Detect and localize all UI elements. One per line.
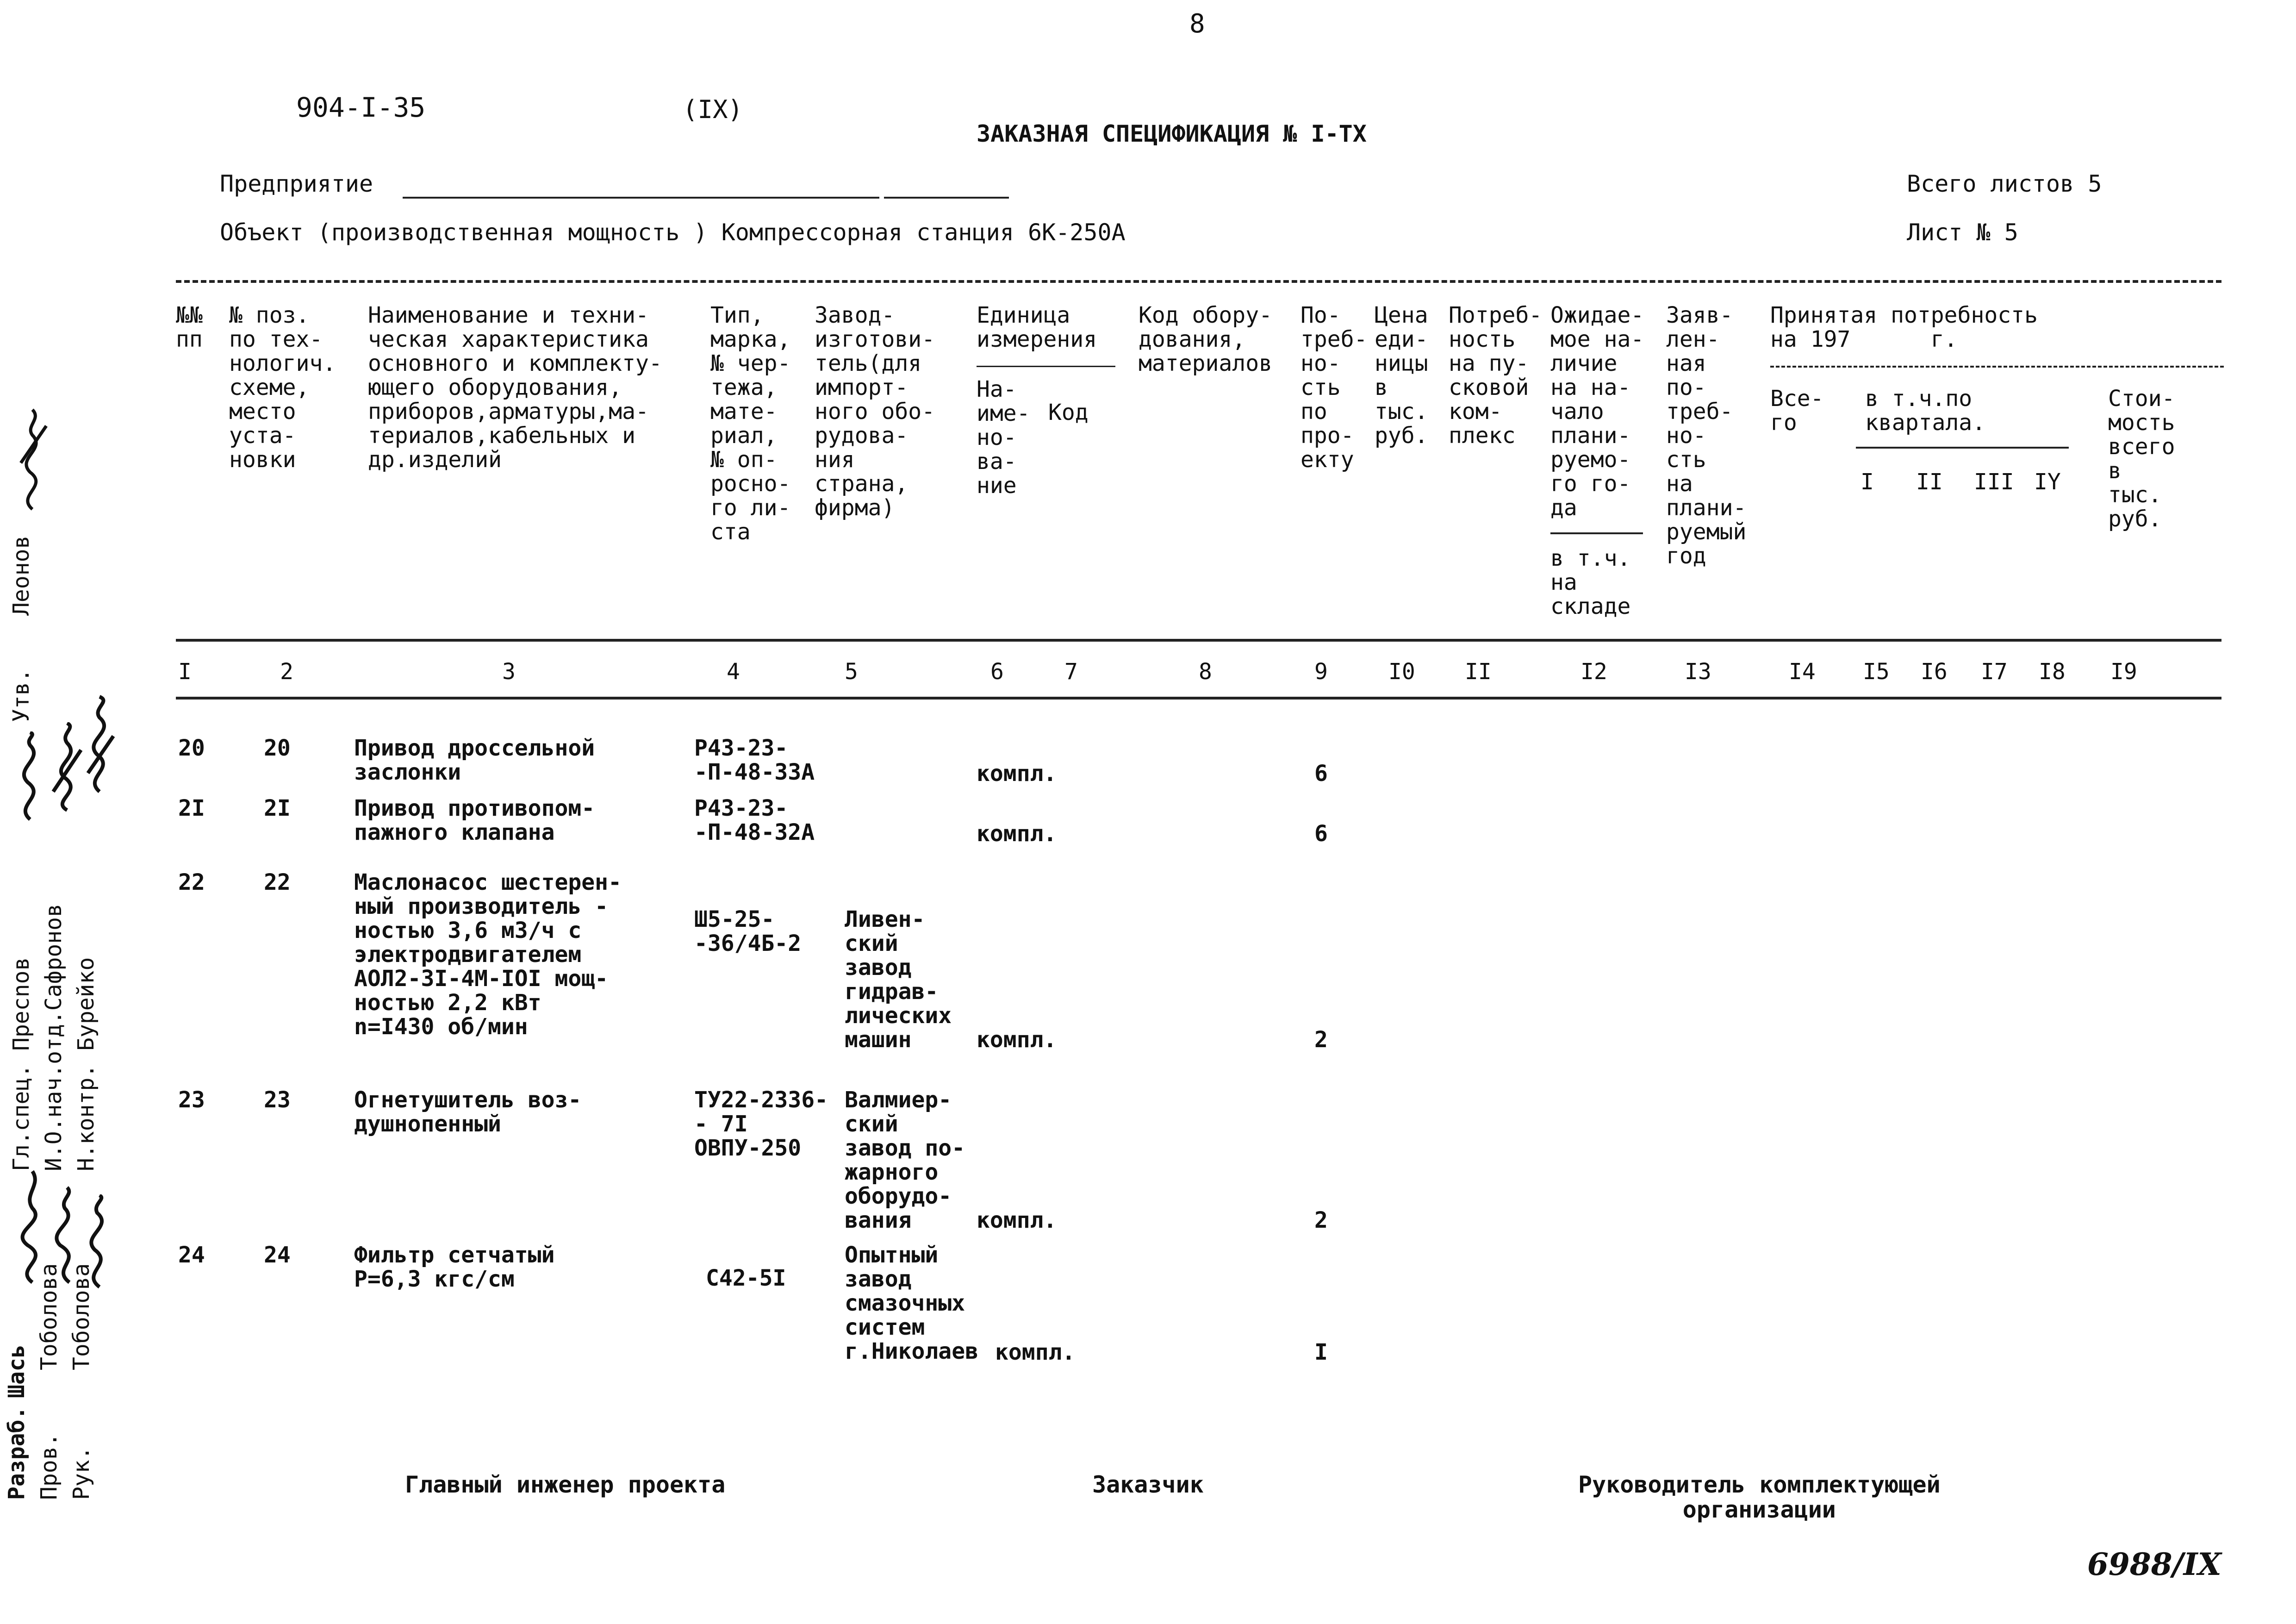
row-position: 24 xyxy=(264,1242,291,1268)
album-number: (IX) xyxy=(683,95,743,124)
row-type: С42-5I xyxy=(706,1265,786,1291)
col-number: I7 xyxy=(1981,659,2008,685)
stamp-dev-role: Разраб. xyxy=(4,1406,30,1500)
header-q4: IY xyxy=(2034,469,2061,495)
col-number: I5 xyxy=(1863,659,1890,685)
archive-number: 6988/IX xyxy=(2087,1546,2221,1582)
col-number: 3 xyxy=(502,659,516,685)
document-code: 904-I-35 xyxy=(296,92,426,123)
row-position: 20 xyxy=(264,735,291,761)
row-qty: I xyxy=(1314,1339,1328,1365)
row-unit: компл. xyxy=(977,1027,1057,1053)
row-qty: 6 xyxy=(1314,821,1328,847)
col-number: I9 xyxy=(2110,659,2137,685)
row-maker: Ливен- ский завод гидрав- лических машин xyxy=(845,906,952,1053)
col-number: I2 xyxy=(1580,659,1607,685)
stamp-head-name: Тоболова xyxy=(68,1263,94,1370)
accepted-divider xyxy=(1770,366,2224,368)
header-cost: Стои- мость всего в тыс. руб. xyxy=(2108,386,2175,532)
header-unit-code: Код xyxy=(1048,400,1089,425)
row-position: 2I xyxy=(264,795,291,821)
header-q3: III xyxy=(1974,469,2014,495)
row-name: Привод противопом- пажного клапана xyxy=(354,795,595,845)
row-name: Маслонасос шестерен- ный производитель - ностью 3,6 м3/ч с электродвигателем АОЛ2-3I-4М-IOI мощ- ностью 2,2 кВт n=I430 об/мин xyxy=(354,869,622,1040)
row-unit: компл. xyxy=(977,821,1057,847)
stamp-approved-name: Леонов xyxy=(8,535,34,616)
col-number: 8 xyxy=(1199,659,1212,685)
row-number: 22 xyxy=(178,869,205,895)
stamp-chk-name: Тоболова xyxy=(36,1263,62,1370)
sheets-total: Всего листов 5 xyxy=(1907,170,2102,197)
signature-norm-control xyxy=(76,694,123,796)
stamp-head-role: Рук. xyxy=(68,1446,94,1500)
header-bottom-rule xyxy=(176,639,2221,642)
header-material-code: Код обору- дования, материалов xyxy=(1139,302,1272,376)
header-expected: Ожидае- мое на- личие на на- чало плани- руемо- го го- да xyxy=(1550,302,1644,521)
col-number: 5 xyxy=(845,659,858,685)
header-name: Наименование и техни- ческая характеристика основного и комплекту- ющего оборудования, приборов,арматуры,ма- териалов,кабельных и др.изделий xyxy=(368,302,662,473)
sheet-number: Лист № 5 xyxy=(1907,219,2018,246)
header-position: № поз. по тех- нологич. схеме, место уста- новки xyxy=(229,302,336,473)
row-type: Р43-23- -П-48-33А xyxy=(694,735,815,785)
row-position: 23 xyxy=(264,1087,291,1113)
col-number: I3 xyxy=(1685,659,1711,685)
enterprise-label: Предприятие xyxy=(220,170,373,197)
signature-head xyxy=(74,1194,120,1292)
stamp-approved-role: Утв. xyxy=(8,668,34,722)
row-maker: Опытный завод смазочных систем г.Николаев xyxy=(845,1242,978,1364)
row-qty: 6 xyxy=(1314,761,1328,787)
stamp-dev-name: Шась xyxy=(4,1344,30,1398)
header-unit: Единица измерения xyxy=(977,302,1097,352)
row-maker: Валмиер- ский завод по- жарного оборудо- вания xyxy=(845,1087,965,1233)
col-number: I6 xyxy=(1921,659,1948,685)
header-q1: I xyxy=(1860,469,1874,495)
enterprise-line xyxy=(403,197,879,199)
col-number: I0 xyxy=(1388,659,1415,685)
col-number: 4 xyxy=(727,659,740,685)
row-type: Ш5-25- -36/4Б-2 xyxy=(694,906,802,956)
col-number: I8 xyxy=(2039,659,2066,685)
header-accepted-group: Принятая потребность на 197 г. xyxy=(1770,302,2038,352)
row-number: 2I xyxy=(178,795,205,821)
footer-customer: Заказчик xyxy=(1092,1471,1204,1498)
row-position: 22 xyxy=(264,869,291,895)
header-total: Все- го xyxy=(1770,386,1824,436)
object-label: Объект (производственная мощность ) Компрессорная станция 6К-250А xyxy=(220,219,1126,246)
footer-supplier: Руководитель комплектующей организации xyxy=(1578,1471,1941,1523)
header-maker: Завод- изготови- тель(для импорт- ного обо- рудова- ния страна, фирма) xyxy=(815,302,935,521)
col-number: I xyxy=(178,659,192,685)
col-number: I4 xyxy=(1789,659,1816,685)
footer-chief-engineer: Главный инженер проекта xyxy=(405,1471,726,1498)
row-unit: компл. xyxy=(995,1339,1076,1365)
stamp-norm-control: Н.контр. Бурейко xyxy=(73,957,99,1171)
enterprise-line-2 xyxy=(884,197,1009,199)
col-number: 7 xyxy=(1064,659,1078,685)
row-name: Огнетушитель воз- душнопенный xyxy=(354,1087,582,1137)
header-num: №№ пп xyxy=(176,302,203,352)
row-qty: 2 xyxy=(1314,1027,1328,1053)
signature-approved xyxy=(12,407,53,514)
row-qty: 2 xyxy=(1314,1207,1328,1233)
header-unit-price: Цена еди- ницы в тыс. руб. xyxy=(1375,302,1428,449)
unit-divider xyxy=(977,366,1115,367)
col-number: 6 xyxy=(990,659,1004,685)
row-number: 20 xyxy=(178,735,205,761)
row-unit: компл. xyxy=(977,1207,1057,1233)
stamp-acting-head: И.О.нач.отд.Сафронов xyxy=(41,904,67,1171)
column-numbers-rule xyxy=(176,697,2221,700)
header-in-stock: в т.ч. на складе xyxy=(1550,545,1631,619)
header-declared: Заяв- лен- ная по- треб- но- сть на плани- руемый год xyxy=(1666,302,1747,569)
expected-divider xyxy=(1550,532,1643,534)
row-type: Р43-23- -П-48-32А xyxy=(694,795,815,845)
header-quarters-group: в т.ч.по квартала. xyxy=(1865,386,1986,436)
row-type: ТУ22-2336- - 7I ОВПУ-250 xyxy=(694,1087,828,1161)
header-project-need: По- треб- но- сть по про- екту xyxy=(1300,302,1368,473)
row-name: Привод дроссельной заслонки xyxy=(354,735,595,785)
header-q2: II xyxy=(1916,469,1943,495)
page-number: 8 xyxy=(1189,9,1205,39)
quarters-divider xyxy=(1856,447,2069,449)
col-number: 2 xyxy=(280,659,293,685)
document-title: ЗАКАЗНАЯ СПЕЦИФИКАЦИЯ № I-TX xyxy=(977,120,1367,147)
row-number: 23 xyxy=(178,1087,205,1113)
row-unit: компл. xyxy=(977,761,1057,787)
header-unit-name: На- име- но- ва- ние xyxy=(977,376,1030,499)
header-type: Тип, марка, № чер- тежа, мате- риал, № оп- росно- го ли- ста xyxy=(710,302,791,545)
table-top-rule xyxy=(176,280,2221,283)
row-number: 24 xyxy=(178,1242,205,1268)
col-number: II xyxy=(1465,659,1492,685)
stamp-chk-role: Пров. xyxy=(36,1433,62,1500)
col-number: 9 xyxy=(1314,659,1328,685)
header-launch-need: Потреб- ность на пу- сковой ком- плекс xyxy=(1449,302,1543,449)
row-name: Фильтр сетчатый Р=6,3 кгс/см xyxy=(354,1242,555,1292)
stamp-chief-spec: Гл.спец. Пресnов xyxy=(8,957,34,1171)
